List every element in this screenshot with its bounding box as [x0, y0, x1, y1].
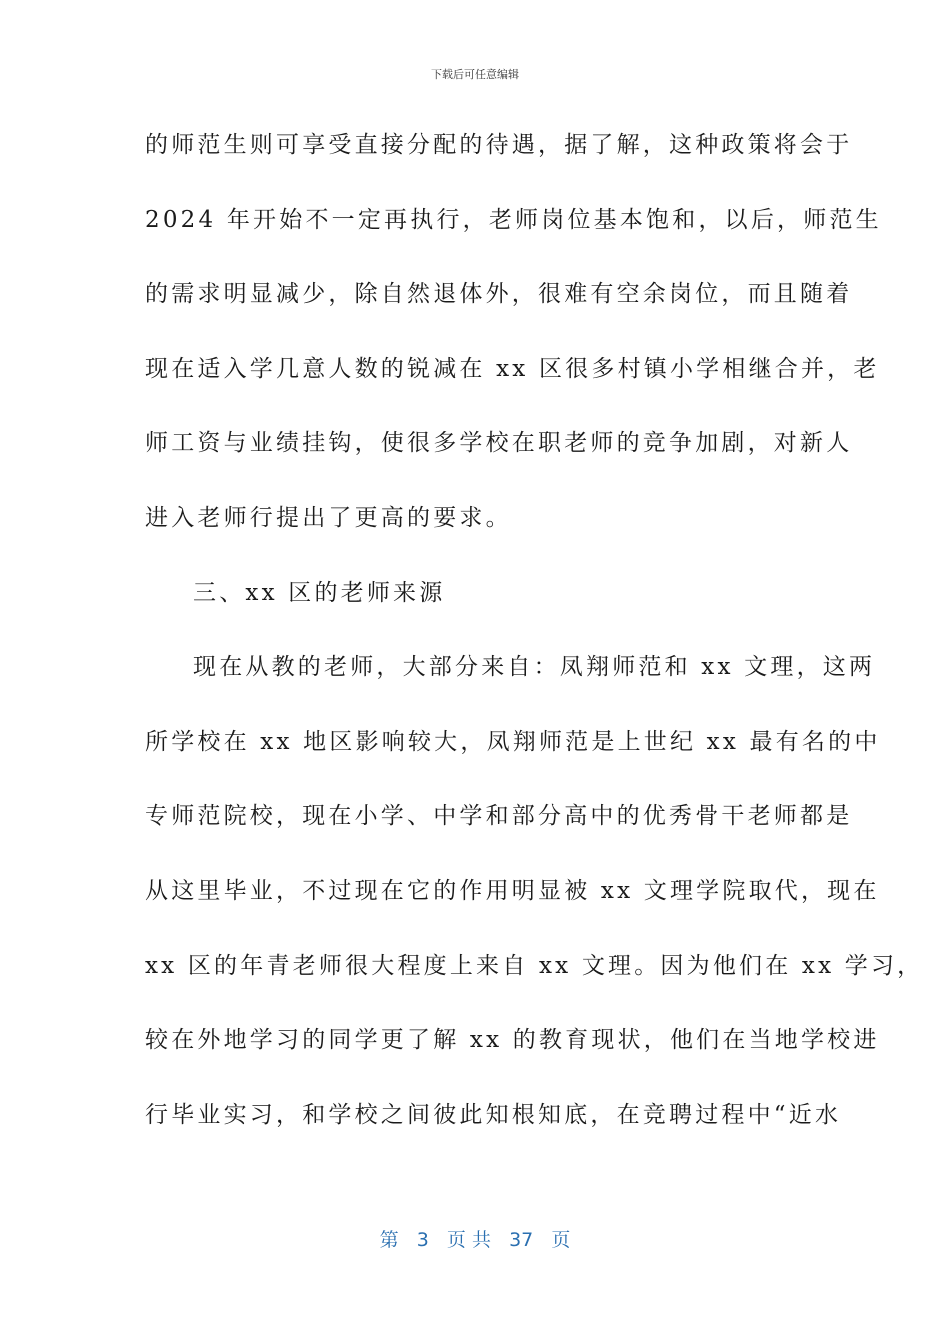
page-footer — [0, 1225, 950, 1252]
paragraph-line: 的需求明显减少，除自然退体外，很难有空余岗位，而且随着 — [145, 281, 853, 308]
download-note: 下载后可任意编辑 — [431, 68, 519, 81]
paragraph-line: 现在从教的老师，大部分来自：凤翔师范和 xx 文理，这两 — [193, 654, 876, 681]
paragraph-line: 进入老师行提出了更高的要求。 — [145, 504, 512, 531]
paragraph-line: 师工资与业绩挂钩，使很多学校在职老师的竞争加剧，对新人 — [145, 430, 853, 457]
page-label-prefix: 第 — [379, 1229, 399, 1251]
page-label-suffix: 页 — [551, 1229, 571, 1251]
paragraph-line: 现在适入学几意人数的锐减在 xx 区很多村镇小学相继合并，老 — [145, 355, 880, 382]
paragraph-line: xx 区的年青老师很大程度上来自 xx 文理。因为他们在 xx 学习， — [145, 952, 924, 979]
paragraph-line: 的师范生则可享受直接分配的待遇，据了解，这种政策将会于 — [145, 132, 853, 158]
paragraph-line: 专师范院校，现在小学、中学和部分高中的优秀骨干老师都是 — [145, 803, 853, 830]
paragraph-line: 2024 年开始不一定再执行，老师岗位基本饱和，以后，师范生 — [145, 206, 882, 233]
total-pages-number: 37 — [509, 1229, 534, 1251]
paragraph-line: 较在外地学习的同学更了解 xx 的教育现状，他们在当地学校进 — [145, 1027, 880, 1054]
page-label-middle: 页 共 — [446, 1229, 491, 1251]
document-body — [145, 121, 924, 1165]
paragraph-line: 所学校在 xx 地区影响较大，凤翔师范是上世纪 xx 最有名的中 — [145, 728, 881, 755]
paragraph-line: 行毕业实习，和学校之间彼此知根知底，在竞聘过程中“近水 — [145, 1101, 842, 1128]
paragraph-line: 从这里毕业，不过现在它的作用明显被 xx 文理学院取代，现在 — [145, 877, 880, 904]
current-page-number: 3 — [416, 1229, 429, 1251]
section-heading: 三、xx 区的老师来源 — [193, 579, 446, 606]
